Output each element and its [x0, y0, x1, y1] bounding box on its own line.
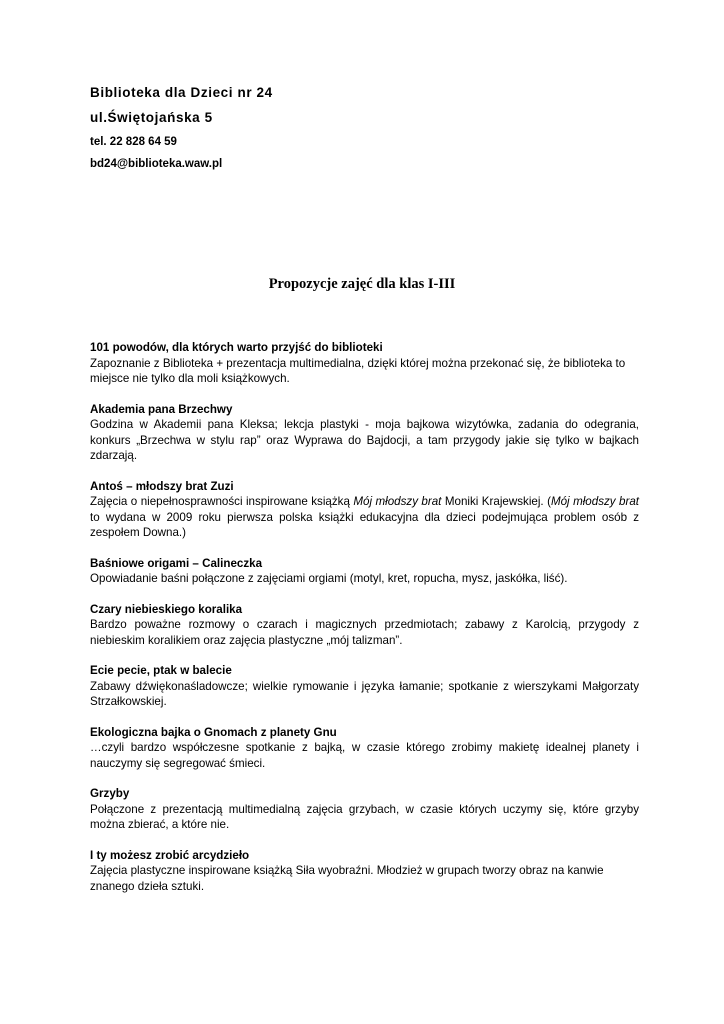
- offer-description: Zajęcia plastyczne inspirowane książką Siła wyobraźni. Młodzież w grupach tworzy obraz na kanwie znanego dzieła sztuki.: [90, 864, 604, 893]
- offer-text-part: Moniki Krajewskiej. (: [441, 495, 551, 508]
- class-offer-list: [90, 340, 639, 909]
- offer-title: Baśniowe origami – Calineczka: [90, 556, 263, 570]
- offer-title: 101 powodów, dla których warto przyjść do biblioteki: [90, 341, 383, 354]
- offer-title: I ty możesz zrobić arcydzieło: [90, 848, 250, 862]
- offer-item: [90, 602, 639, 649]
- library-header: [90, 84, 630, 172]
- offer-title: Czary niebieskiego koralika: [90, 602, 243, 616]
- offer-description: Godzina w Akademii pana Kleksa; lekcja plastyki - moja bajkowa wizytówka, zadania do odegrania, konkurs „Brzechwa w stylu rap” oraz Wyprawa do Bajdocji, a tam przygody jakie się tylko w bajkach zdarzają.: [90, 418, 639, 462]
- offer-description: [90, 494, 639, 541]
- library-phone: tel. 22 828 64 59: [90, 136, 177, 148]
- offer-title: Grzyby: [90, 787, 130, 800]
- library-address: ul.Świętojańska 5: [90, 110, 213, 125]
- document-title: Propozycje zajęć dla klas I-III: [268, 276, 456, 292]
- offer-title: Ekologiczna bajka o Gnomach z planety Gnu: [90, 725, 337, 739]
- offer-item: [90, 848, 639, 895]
- offer-description: Zabawy dźwiękonaśladowcze; wielkie rymowanie i języka łamanie; spotkanie z wierszykami Małgorzaty Strzałkowskiej.: [90, 679, 639, 708]
- offer-item: [90, 340, 639, 387]
- offer-description: Zapoznanie z Biblioteka + prezentacja multimedialna, dzięki której można przekonać się, że biblioteka to miejsce nie tylko dla moli książkowych.: [90, 356, 626, 385]
- library-name: Biblioteka dla Dzieci nr 24: [90, 85, 273, 100]
- offer-description: Bardzo poważne rozmowy o czarach i magicznych przedmiotach; zabawy z Karolcią, przygody z niebieskim koralikiem oraz zajęcia plastyczne „mój talizman”.: [90, 618, 639, 647]
- offer-item: [90, 556, 639, 587]
- offer-description: …czyli bardzo współczesne spotkanie z bajką, w czasie którego zrobimy makietę idealnej planety i nauczymy się segregować śmieci.: [90, 741, 639, 770]
- offer-item: [90, 402, 639, 464]
- offer-item: [90, 725, 639, 772]
- offer-item: [90, 786, 639, 833]
- offer-item: [90, 663, 639, 710]
- offer-description: Połączone z prezentacją multimedialną zajęcia grzybach, w czasie których uczymy się, które grzyby można zbierać, a które nie.: [90, 802, 639, 831]
- book-title-italic: Mój młodszy brat: [353, 495, 442, 508]
- offer-item: [90, 479, 639, 541]
- offer-title: Antoś – młodszy brat Zuzi: [90, 479, 234, 493]
- offer-description: Opowiadanie baśni połączone z zajęciami orgiami (motyl, kret, ropucha, mysz, jaskółka, liść).: [90, 572, 568, 585]
- offer-text-part: to wydana w 2009 roku pierwsza polska książki edukacyjna dla dzieci podejmująca problem osób z zespołem Downa.): [90, 510, 639, 539]
- offer-title: Akademia pana Brzechwy: [90, 402, 233, 416]
- offer-title: Ecie pecie, ptak w balecie: [90, 664, 232, 677]
- offer-text-part: Zajęcia o niepełnosprawności inspirowane książką: [90, 495, 354, 508]
- library-email: bd24@biblioteka.waw.pl: [90, 158, 223, 170]
- book-title-italic: Mój młodszy brat: [550, 495, 640, 508]
